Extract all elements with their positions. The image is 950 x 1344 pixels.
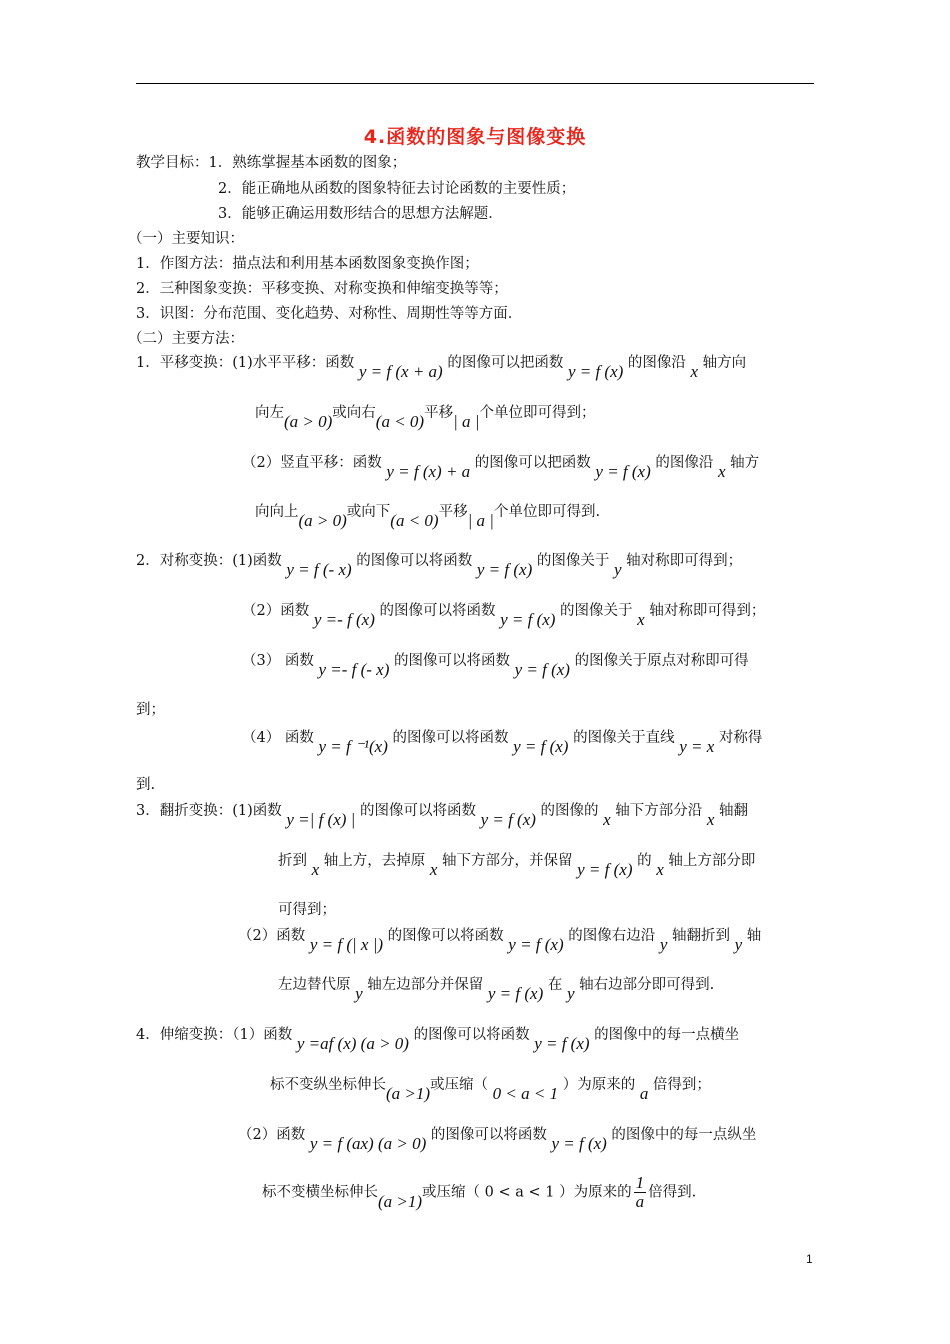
math-expression: | a | (453, 412, 480, 431)
text-run: 对称得 (714, 730, 763, 746)
text-run: 或压缩（ (430, 1077, 493, 1093)
math-expression: x (429, 860, 438, 879)
text-line (262, 1174, 696, 1211)
math-expression: y (566, 984, 575, 1003)
math-expression: (a < 0) (375, 412, 425, 431)
text-run: 的图像可以将函数 (387, 730, 514, 746)
text-line (238, 925, 762, 954)
text-run: （3） 函数 (242, 653, 319, 669)
math-expression: x (706, 810, 715, 829)
text-run: 折到 (278, 853, 312, 869)
math-expression: y = f (x) (595, 462, 651, 481)
math-expression: y (734, 935, 743, 954)
math-expression: y (355, 984, 363, 1003)
math-expression: (a >1) (378, 1191, 423, 1211)
math-expression: y =af (x) (a > 0) (296, 1034, 409, 1053)
math-expression: x (717, 462, 726, 481)
text-line (136, 352, 747, 381)
text-run: 标不变纵坐标伸长 (270, 1077, 386, 1093)
text-run: 个单位即可得到； (479, 405, 596, 421)
math-expression: y = f (- x) (286, 560, 352, 579)
document-title: 4.函数的图象与图像变换 (363, 126, 587, 148)
text-line (136, 775, 155, 795)
text-run: 到； (136, 702, 165, 718)
math-expression: (a >1) (386, 1084, 431, 1103)
text-run: 到. (136, 777, 156, 793)
text-run: 轴方向 (698, 355, 747, 371)
text-run: 的图像沿 (623, 355, 691, 371)
text-run: （2）函数 (238, 1127, 310, 1143)
text-run: （4） 函数 (242, 730, 319, 746)
math-expression: y (659, 935, 668, 954)
text-line (136, 304, 522, 324)
text-run: ）为原来的 (558, 1077, 640, 1093)
text-run: 的图像可以将函数 (374, 603, 501, 619)
math-expression: y = f (| x |) (309, 935, 384, 954)
math-expression: y =- f (x) (313, 610, 375, 629)
math-expression: y = f (x + a) (358, 362, 443, 381)
text-run: 的图像关于 (555, 603, 638, 619)
fraction-denominator: a (635, 1192, 645, 1211)
text-run: 可得到； (278, 902, 336, 918)
text-line (136, 550, 743, 579)
text-run: 教学目标：1．熟练掌握基本函数的图象； (136, 155, 407, 171)
math-expression: y = x (679, 737, 715, 756)
math-expression: (a > 0) (284, 412, 333, 431)
math-expression: (a < 0) (390, 511, 439, 530)
text-line (278, 850, 756, 879)
math-expression: y = f (x) (480, 810, 536, 829)
math-expression: x (690, 362, 699, 381)
math-expression: y =- f (- x) (318, 660, 390, 679)
math-expression: y = f (x) (476, 560, 533, 579)
text-run: 的图像右边沿 (563, 928, 660, 944)
text-line (242, 600, 766, 629)
fraction-numerator: 1 (635, 1173, 645, 1192)
text-run: （2）函数 (238, 928, 310, 944)
text-run: 的图像可以将函数 (383, 928, 509, 944)
page-number: 1 (806, 1252, 813, 1266)
text-line (136, 700, 165, 720)
text-run: 4．伸缩变换：（1）函数 (136, 1027, 297, 1043)
text-run: 轴翻 (714, 803, 749, 819)
text-line (242, 452, 760, 481)
text-line (218, 179, 575, 199)
text-run: 的图像中的每一点横坐 (589, 1027, 740, 1043)
text-line (136, 800, 749, 829)
text-run: 的图像的 (535, 803, 604, 819)
text-run: （2）竖直平移：函数 (242, 455, 387, 471)
text-line (128, 329, 244, 349)
text-run: 的图像可以将函数 (389, 653, 515, 669)
text-run: 的 (632, 853, 657, 869)
text-run: 轴对称即可得到； (621, 553, 743, 569)
text-run: （2）函数 (242, 603, 314, 619)
text-run: 或压缩（ 0 < a < 1 ）为原来的 (422, 1184, 632, 1201)
math-expression: y = f (x) + a (386, 462, 471, 481)
text-run: 3．翻折变换：(1)函数 (136, 803, 287, 819)
header-rule (136, 83, 814, 84)
text-line (218, 204, 503, 224)
math-expression: x (311, 860, 320, 879)
math-expression: y = f ⁻¹(x) (318, 737, 388, 756)
math-expression: x (603, 810, 611, 829)
text-line (270, 1074, 711, 1103)
text-run: 2．能正确地从函数的图象特征去讨论函数的主要性质； (218, 181, 576, 197)
text-run: 的图像关于原点对称即可得 (569, 653, 749, 669)
text-line (278, 900, 336, 920)
math-expression: y = f (x) (577, 860, 633, 879)
text-run: 向向上 (255, 504, 299, 520)
text-line (128, 229, 244, 249)
math-fraction (634, 1174, 647, 1211)
math-expression: y (613, 560, 622, 579)
math-expression: y = f (x) (500, 610, 556, 629)
text-run: 轴下方部分，并保留 (437, 853, 578, 869)
math-expression: y = f (x) (514, 660, 570, 679)
text-run: 的图像可以将函数 (426, 1127, 552, 1143)
text-run: 轴左边部分并保留 (362, 977, 488, 993)
text-run: 轴对称即可得到； (644, 603, 766, 619)
text-line (238, 1124, 757, 1153)
text-run: 标不变横坐标伸长 (262, 1184, 378, 1201)
math-expression: y = f (x) (513, 737, 569, 756)
text-run: 的图像关于 (532, 553, 614, 569)
text-run: 轴上方部分即 (663, 853, 756, 869)
text-run: 的图像可以将函数 (351, 553, 477, 569)
text-run: 轴下方部分沿 (610, 803, 707, 819)
text-line (136, 279, 508, 299)
text-run: （一）主要知识： (128, 231, 244, 247)
text-line (278, 974, 715, 1003)
text-run: 的图像可以将函数 (355, 803, 481, 819)
math-expression: (a > 0) (298, 511, 347, 530)
math-expression: y = f (x) (534, 1034, 590, 1053)
text-run: 3．能够正确运用数形结合的思想方法解题． (218, 206, 503, 222)
text-line (255, 501, 601, 530)
text-line (136, 1024, 740, 1053)
math-expression: 0 < a < 1 (492, 1084, 559, 1103)
text-run: 1．作图方法：描点法和利用基本函数图象变换作图； (136, 256, 479, 272)
text-run: 平移 (438, 504, 468, 520)
math-expression: y = f (x) (487, 984, 544, 1003)
text-run: 或向右 (332, 405, 376, 421)
math-expression: x (637, 610, 645, 629)
text-run: 的图像中的每一点纵坐 (606, 1127, 757, 1143)
text-run: 轴方 (725, 455, 760, 471)
text-run: 个单位即可得到. (493, 504, 601, 520)
math-expression: a (639, 1084, 649, 1103)
text-run: 在 (543, 977, 567, 993)
text-run: 的图像关于直线 (568, 730, 680, 746)
text-run: 倍得到. (648, 1184, 697, 1201)
text-run: 平移 (424, 405, 454, 421)
text-run: 轴翻折到 (667, 928, 735, 944)
text-run: 左边替代原 (278, 977, 356, 993)
text-run: 轴上方，去掉原 (319, 853, 430, 869)
text-line (242, 650, 749, 679)
text-run: 倍得到； (648, 1077, 711, 1093)
math-expression: y = f (x) (508, 935, 564, 954)
math-expression: | a | (467, 511, 494, 530)
text-run: 3．识图：分布范围、变化趋势、对称性、周期性等等方面． (136, 306, 523, 322)
text-line (242, 727, 763, 756)
text-line (136, 153, 406, 173)
text-run: （二）主要方法： (128, 331, 244, 347)
math-expression: y =| f (x) | (286, 810, 356, 829)
text-run: 轴右边部分即可得到. (574, 977, 715, 993)
text-run: 2．三种图象变换：平移变换、对称变换和伸缩变换等等； (136, 281, 508, 297)
text-run: 或向下 (346, 504, 391, 520)
text-run: 的图像可以把函数 (442, 355, 568, 371)
text-run: 1．平移变换：(1)水平平移：函数 (136, 355, 359, 371)
text-run: 向左 (255, 405, 284, 421)
text-line (255, 402, 596, 431)
math-expression: y = f (x) (551, 1134, 607, 1153)
text-run: 2．对称变换：(1)函数 (136, 553, 287, 569)
text-run: 轴 (742, 928, 762, 944)
text-line (136, 254, 479, 274)
text-run: 的图像可以把函数 (470, 455, 596, 471)
text-run: 的图像沿 (650, 455, 718, 471)
math-expression: y = f (ax) (a > 0) (309, 1134, 427, 1153)
math-expression: x (656, 860, 664, 879)
text-run: 的图像可以将函数 (408, 1027, 535, 1043)
math-expression: y = f (x) (567, 362, 624, 381)
